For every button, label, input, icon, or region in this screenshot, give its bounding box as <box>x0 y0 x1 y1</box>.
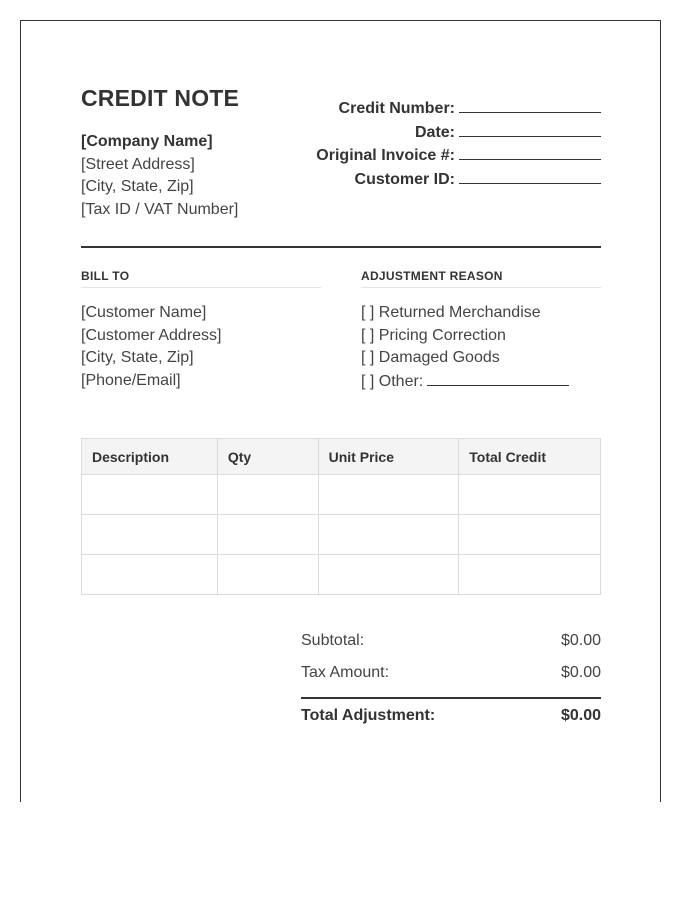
column-header-description: Description <box>82 439 218 475</box>
original-invoice-field[interactable] <box>459 144 601 160</box>
reason-other-row <box>361 370 569 394</box>
cell-qty[interactable] <box>217 555 318 595</box>
tax-value: $0.00 <box>560 664 601 681</box>
header-divider <box>81 246 601 248</box>
table-row <box>82 555 601 595</box>
company-city: [City, State, Zip] <box>81 178 194 195</box>
table-header-row <box>82 439 601 475</box>
company-name: [Company Name] <box>81 133 213 150</box>
date-row <box>316 121 601 145</box>
tax-row <box>301 659 601 691</box>
subtotal-value: $0.00 <box>560 632 601 649</box>
cell-total-credit[interactable] <box>459 475 601 515</box>
cell-qty[interactable] <box>217 475 318 515</box>
cell-qty[interactable] <box>217 515 318 555</box>
company-info <box>81 131 238 221</box>
cell-total-credit[interactable] <box>459 555 601 595</box>
customer-id-label: Customer ID: <box>354 170 455 188</box>
bill-to-customer-name: [Customer Name] <box>81 304 207 321</box>
customer-id-row <box>316 168 601 192</box>
cell-description[interactable] <box>82 475 218 515</box>
company-street: [Street Address] <box>81 155 195 173</box>
cell-total-credit[interactable] <box>459 515 601 555</box>
cell-unit-price[interactable] <box>318 555 459 595</box>
table-row <box>82 475 601 515</box>
bill-to-contact: [Phone/Email] <box>81 371 181 389</box>
reason-returned-merchandise[interactable]: [ ] Returned Merchandise <box>361 304 541 321</box>
reason-other[interactable]: [ ] Other: <box>361 372 424 390</box>
total-adjustment-label: Total Adjustment: <box>301 707 436 724</box>
cell-description[interactable] <box>82 555 218 595</box>
customer-id-field[interactable] <box>459 168 601 184</box>
cell-unit-price[interactable] <box>318 515 459 555</box>
totals-summary <box>301 627 601 734</box>
bill-to-city: [City, State, Zip] <box>81 349 194 366</box>
reason-other-field[interactable] <box>427 370 569 386</box>
subtotal-row <box>301 627 601 659</box>
subtotal-label: Subtotal: <box>301 632 365 649</box>
bill-to-heading: BILL TO <box>81 269 321 288</box>
column-header-qty: Qty <box>217 439 318 475</box>
credit-number-label: Credit Number: <box>338 100 455 117</box>
original-invoice-row <box>316 144 601 168</box>
document-title: CREDIT NOTE <box>81 85 240 111</box>
total-adjustment-row <box>301 697 601 734</box>
reason-damaged-goods[interactable]: [ ] Damaged Goods <box>361 349 500 366</box>
tax-label: Tax Amount: <box>301 664 390 681</box>
table-row <box>82 515 601 555</box>
date-label: Date: <box>414 123 455 141</box>
reason-pricing-correction[interactable]: [ ] Pricing Correction <box>361 326 506 344</box>
cell-unit-price[interactable] <box>318 475 459 515</box>
cell-description[interactable] <box>82 515 218 555</box>
date-field[interactable] <box>459 121 601 137</box>
bill-to-list <box>81 302 222 392</box>
credit-meta <box>316 97 601 191</box>
credit-number-row <box>316 97 601 121</box>
credit-number-field[interactable] <box>459 97 601 113</box>
column-header-total-credit: Total Credit <box>459 439 601 475</box>
company-tax-id: [Tax ID / VAT Number] <box>81 200 239 218</box>
credit-note-page <box>20 20 661 802</box>
column-header-unit-price: Unit Price <box>318 439 459 475</box>
adjustment-reason-list <box>361 302 569 393</box>
bill-to-customer-address: [Customer Address] <box>81 326 222 344</box>
credit-items-table <box>81 438 601 595</box>
original-invoice-label: Original Invoice #: <box>316 147 455 164</box>
adjustment-reason-heading: ADJUSTMENT REASON <box>361 269 601 288</box>
total-adjustment-value: $0.00 <box>560 707 601 724</box>
